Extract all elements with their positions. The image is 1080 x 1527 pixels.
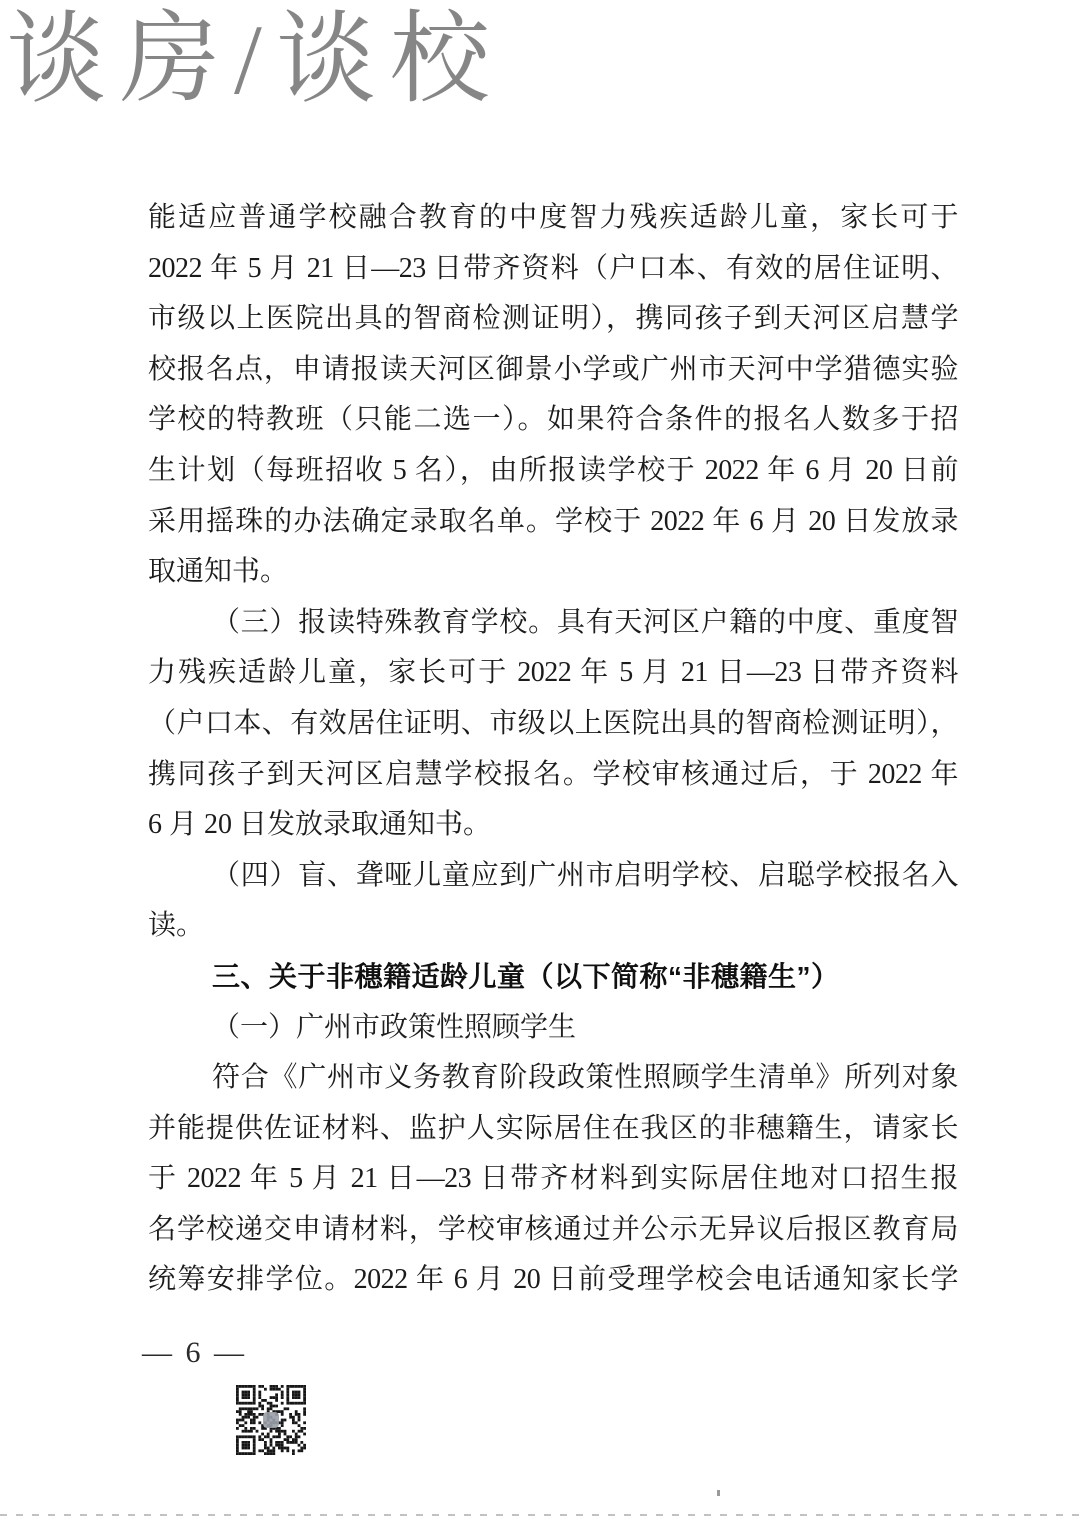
text-line: 名学校递交申请材料，学校审核通过并公示无异议后报区教育局 [148, 1213, 958, 1245]
text-line: 采用摇珠的办法确定录取名单。学校于 2022 年 6 月 20 日发放录 [148, 505, 958, 537]
text-line: 6 月 20 日发放录取通知书。 [148, 809, 492, 841]
text-line: 并能提供佐证材料、监护人实际居住在我区的非穗籍生，请家长 [148, 1112, 958, 1144]
scan-edge-line [0, 1514, 1080, 1516]
text-line: （三）报读特殊教育学校。具有天河区户籍的中度、重度智 [212, 606, 958, 638]
text-line: 学校的特教班（只能二选一）。如果符合条件的报名人数多于招 [148, 404, 958, 436]
scan-speck [717, 1490, 720, 1496]
text-line: 取通知书。 [148, 556, 289, 588]
body-text-block [148, 193, 958, 1306]
page-number: — 6 — [142, 1336, 247, 1369]
text-line: 三、关于非穗籍适龄儿童（以下简称“非穗籍生”） [212, 960, 840, 992]
text-line: 市级以上医院出具的智商检测证明），携同孩子到天河区启慧学 [148, 303, 958, 335]
text-line: 统筹安排学位。2022 年 6 月 20 日前受理学校会电话通知家长学 [148, 1264, 958, 1296]
text-line: 校报名点，申请报读天河区御景小学或广州市天河中学猎德实验 [148, 353, 958, 385]
text-line: 于 2022 年 5 月 21 日—23 日带齐材料到实际居住地对口招生报 [148, 1163, 958, 1195]
text-line: （户口本、有效居住证明、市级以上医院出具的智商检测证明）， [148, 707, 958, 739]
text-line: 生计划（每班招收 5 名），由所报读学校于 2022 年 6 月 20 日前 [148, 454, 958, 486]
text-line: 携同孩子到天河区启慧学校报名。学校审核通过后，于 2022 年 [148, 758, 958, 790]
text-line: 力残疾适龄儿童，家长可于 2022 年 5 月 21 日—23 日带齐资料 [148, 657, 958, 689]
text-line: 能适应普通学校融合教育的中度智力残疾适龄儿童，家长可于 [148, 202, 958, 233]
text-line: 符合《广州市义务教育阶段政策性照顾学生清单》所列对象 [212, 1062, 958, 1094]
watermark-header: 谈房/谈校 [6, 4, 504, 115]
text-line: 2022 年 5 月 21 日—23 日带齐资料（户口本、有效的居住证明、 [148, 252, 958, 284]
text-line: （四）盲、聋哑儿童应到广州市启明学校、启聪学校报名入 [212, 859, 958, 891]
text-line: 读。 [148, 910, 205, 942]
text-line: （一）广州市政策性照顾学生 [212, 1011, 577, 1043]
qr-code-icon [236, 1385, 306, 1455]
